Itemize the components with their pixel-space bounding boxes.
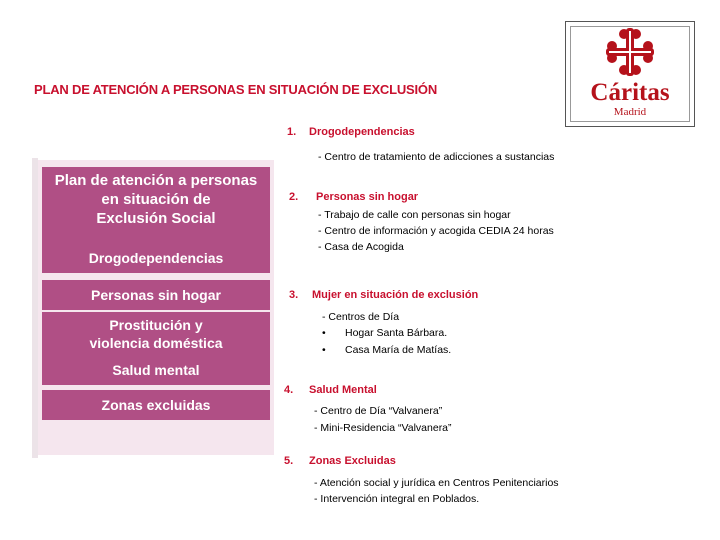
section-number: 1. bbox=[287, 126, 297, 138]
card-heading-line: en situación de bbox=[101, 191, 211, 208]
section-name: Drogodependencias bbox=[309, 126, 415, 138]
card-item-line: violencia doméstica bbox=[89, 335, 223, 351]
plan-card bbox=[38, 160, 274, 455]
section-name: Mujer en situación de exclusión bbox=[312, 289, 479, 301]
section-item: - Trabajo de calle con personas sin hogar bbox=[318, 209, 511, 221]
section-name: Zonas Excluidas bbox=[309, 455, 396, 467]
card-heading-line: Plan de atención a personas bbox=[54, 172, 258, 189]
section-item: Hogar Santa Bárbara. bbox=[345, 327, 448, 339]
logo-name: Cáritas bbox=[590, 79, 670, 106]
page-title: PLAN DE ATENCIÓN A PERSONAS EN SITUACIÓN DE EXCLUSIÓN bbox=[34, 82, 438, 97]
card-heading-line: Exclusión Social bbox=[96, 210, 216, 227]
section-number: 4. bbox=[284, 384, 294, 396]
caritas-cross-icon bbox=[604, 26, 656, 78]
section-item: - Centro de información y acogida CEDIA 24 horas bbox=[318, 225, 554, 237]
logo-city: Madrid bbox=[613, 106, 647, 118]
section-number: 2. bbox=[289, 191, 299, 203]
section-item: - Intervención integral en Poblados. bbox=[314, 493, 480, 505]
caritas-logo bbox=[565, 21, 695, 127]
section-number: 5. bbox=[284, 455, 294, 467]
card-item-personas-sin-hogar: Personas sin hogar bbox=[42, 280, 270, 310]
section-number: 3. bbox=[289, 289, 299, 301]
section-item: Casa María de Matías. bbox=[345, 344, 452, 356]
section-name: Personas sin hogar bbox=[316, 191, 419, 203]
section-item: - Atención social y jurídica en Centros Penitenciarios bbox=[314, 477, 559, 489]
section-item: - Centro de tratamiento de adicciones a sustancias bbox=[318, 151, 555, 163]
card-item-prostitucion bbox=[42, 312, 270, 356]
section-item: - Casa de Acogida bbox=[318, 241, 404, 253]
card-item-drogodependencias: Drogodependencias bbox=[42, 243, 270, 273]
card-heading bbox=[42, 167, 270, 244]
section-item: - Centros de Día bbox=[322, 311, 400, 323]
section-item: - Centro de Día “Valvanera” bbox=[314, 405, 443, 417]
section-item: - Mini-Residencia “Valvanera” bbox=[314, 422, 452, 434]
bullet: • bbox=[322, 344, 326, 356]
section-name: Salud Mental bbox=[309, 384, 377, 396]
card-item-salud-mental: Salud mental bbox=[42, 355, 270, 385]
bullet: • bbox=[322, 327, 326, 339]
card-item-zonas-excluidas: Zonas excluidas bbox=[42, 390, 270, 420]
card-item-line: Prostitución y bbox=[109, 317, 203, 333]
